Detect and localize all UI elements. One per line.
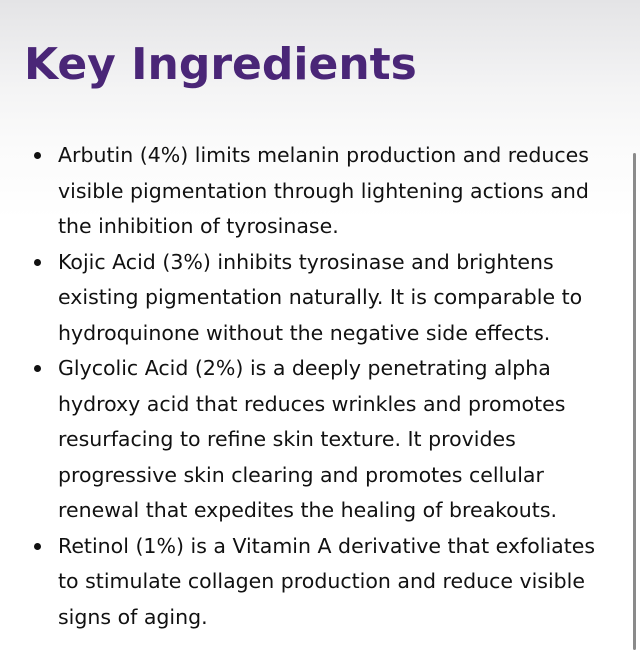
ingredient-description: limits melanin production and reduces visible pigmentation through lightening actions and the inhibition of tyrosinase. <box>58 143 589 238</box>
vertical-scrollbar[interactable] <box>633 153 636 650</box>
ingredient-item-glycolic-acid <box>30 351 612 529</box>
ingredient-name: Arbutin <box>58 143 134 167</box>
ingredient-percent: (2%) <box>194 356 244 380</box>
ingredient-item-retinol <box>30 529 612 636</box>
ingredient-description: is a Vitamin A derivative that exfoliates to stimulate collagen production and reduce visible signs of aging. <box>58 533 596 629</box>
ingredient-percent: (3%) <box>162 249 211 274</box>
ingredient-percent: (4%) <box>139 143 189 167</box>
ingredient-item-arbutin <box>30 138 612 245</box>
ingredient-description: is a deeply penetrating alpha hydroxy acid that reduces wrinkles and promotes resurfacing to refine skin texture. It provides progressive skin clearing and promotes cellular renewal that expedites the healing of breakouts. <box>58 356 566 522</box>
ingredient-name: Retinol <box>58 533 129 558</box>
bullet-icon <box>34 259 41 266</box>
ingredient-name: Glycolic Acid <box>58 356 189 380</box>
ingredient-item-kojic-acid <box>30 245 612 352</box>
page-title: Key Ingredients <box>24 39 417 90</box>
bullet-icon <box>34 543 41 550</box>
ingredient-list <box>30 138 612 635</box>
ingredient-percent: (1%) <box>135 533 184 558</box>
bullet-icon <box>34 365 41 372</box>
ingredient-description: inhibits tyrosinase and brightens existing pigmentation naturally. It is comparable to hydroquinone without the negative side effects. <box>58 249 583 345</box>
ingredient-name: Kojic Acid <box>58 249 156 274</box>
bullet-icon <box>34 152 41 159</box>
